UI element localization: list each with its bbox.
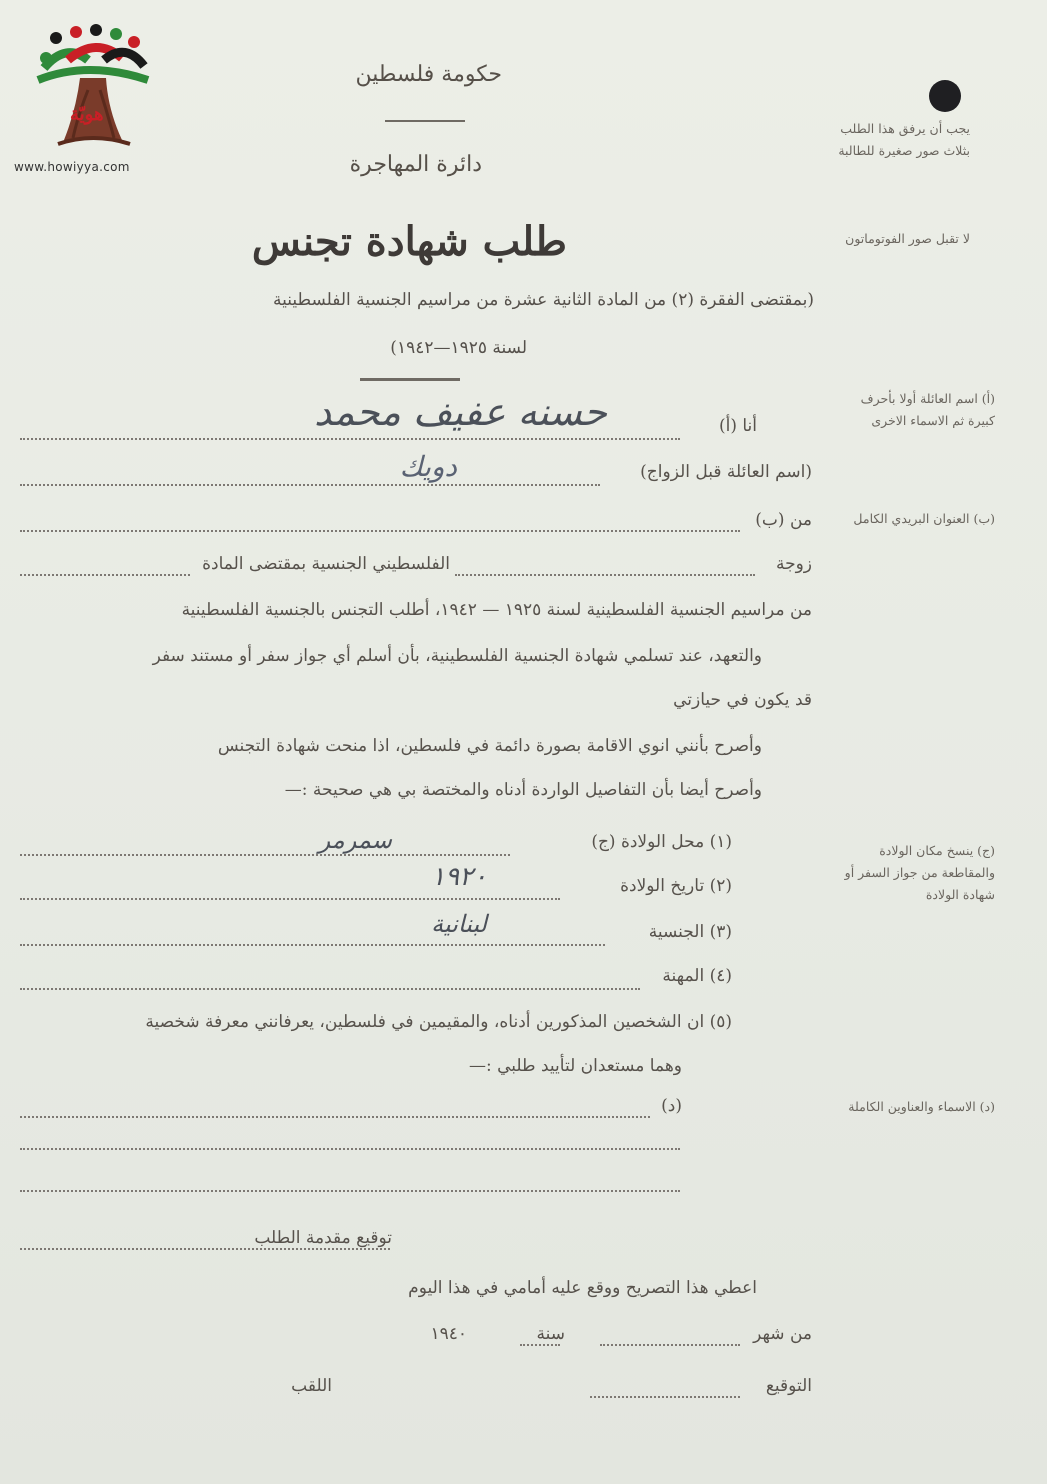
paragraph-4: وأصرح بأنني انوي الاقامة بصورة دائمة في فلسطين، اذا منحت شهادة التجنس <box>217 736 762 756</box>
handwritten-nationality: لبنانية <box>431 910 487 938</box>
year-value: ١٩٤٠ <box>430 1324 467 1344</box>
dotted-line-birthplace <box>20 854 510 856</box>
government-name: حكومة فلسطين <box>355 62 502 87</box>
label-from: من (ب) <box>755 510 812 530</box>
dotted-line-year <box>520 1344 560 1346</box>
department-name: دائرة المهاجرة <box>349 152 482 177</box>
dotted-line-nationality <box>20 944 605 946</box>
label-title: اللقب <box>291 1376 332 1396</box>
paragraph-3: قد يكون في حيازتي <box>673 690 812 710</box>
handwritten-family: دويك <box>399 450 457 483</box>
dotted-line-wife <box>455 574 755 576</box>
label-declaration: اعطي هذا التصريح ووقع عليه أمامي في هذا اليوم <box>408 1278 757 1298</box>
logo-url[interactable]: www.howiyya.com <box>14 160 130 174</box>
item-d: (د) <box>661 1096 682 1116</box>
label-signature: التوقيع <box>765 1376 812 1396</box>
dotted-line-applicant-signature <box>20 1248 390 1250</box>
item-witnesses: (٥) ان الشخصين المذكورين أدناه، والمقيمين في فلسطين، يعرفانني معرفة شخصية <box>145 1012 732 1032</box>
side-note-c: (ج) ينسخ مكان الولادة والمقاطعة من جواز السفر أو شهادة الولادة <box>844 843 995 902</box>
label-wife: زوجة <box>775 554 812 574</box>
side-note-b: (ب) العنوان البريدي الكامل <box>853 511 995 526</box>
punch-hole <box>929 80 961 112</box>
label-name: أنا (أ) <box>718 416 757 436</box>
howiyya-logo <box>18 20 168 180</box>
dotted-line-family <box>20 484 600 486</box>
dotted-line-name <box>20 438 680 440</box>
dotted-line-from <box>20 530 740 532</box>
dotted-line-birthdate <box>20 898 560 900</box>
item-birthplace: (١) محل الولادة (ج) <box>591 832 732 852</box>
paragraph-5: وأصرح أيضا بأن التفاصيل الواردة أدناه والمختصة بي هي صحيحة :— <box>284 780 762 800</box>
label-applicant-signature: توقيع مقدمة الطلب <box>254 1228 392 1248</box>
item-nationality: (٣) الجنسية <box>648 922 732 942</box>
subtitle-year: لسنة ١٩٢٥—١٩٤٢) <box>390 338 527 358</box>
side-note-photos: يجب أن يرفق هذا الطلب بثلاث صور صغيرة للطالبة <box>838 121 970 158</box>
page-title: طلب شهادة تجنس <box>251 218 567 265</box>
paragraph-2: والتعهد، عند تسلمي شهادة الجنسية الفلسطينية، بأن أسلم أي جواز سفر أو مستند سفر <box>152 646 762 666</box>
dotted-line-signature <box>590 1396 740 1398</box>
label-family-name: (اسم العائلة قبل الزواج) <box>640 462 812 482</box>
tree-people-icon <box>18 20 168 160</box>
logo-mark-text: هويّة <box>70 104 104 125</box>
item-birthdate: (٢) تاريخ الولادة <box>620 876 732 896</box>
label-month: من شهر <box>753 1324 812 1344</box>
side-note-a: (أ) اسم العائلة أولا بأحرف كبيرة ثم الاسماء الاخرى <box>860 391 995 428</box>
subtitle: (بمقتضى الفقرة (٢) من المادة الثانية عشرة من مراسيم الجنسية الفلسطينية <box>273 290 814 310</box>
handwritten-name: حسنه عفيف محمد <box>314 390 607 434</box>
label-year: سنة <box>536 1324 565 1344</box>
label-wife-rest: الفلسطيني الجنسية بمقتضى المادة <box>202 554 450 574</box>
dotted-line-month <box>600 1344 740 1346</box>
subtitle-rule <box>360 378 460 381</box>
dotted-line-article <box>20 574 190 576</box>
item-witnesses-cont: وهما مستعدان لتأييد طلبي :— <box>469 1056 682 1076</box>
side-note-d: (د) الاسماء والعناوين الكاملة <box>848 1099 995 1114</box>
dotted-line-profession <box>20 988 640 990</box>
handwritten-birthplace: سمرمر <box>318 826 392 854</box>
dotted-line-witness-2 <box>20 1148 680 1150</box>
paragraph-1: من مراسيم الجنسية الفلسطينية لسنة ١٩٢٥ — ١٩٤٢، أطلب التجنس بالجنسية الفلسطينية <box>181 600 812 620</box>
dotted-line-witness-1 <box>20 1116 650 1118</box>
handwritten-birthdate: ١٩٢٠ <box>431 862 487 892</box>
dotted-line-witness-3 <box>20 1190 680 1192</box>
header-rule <box>385 120 465 122</box>
side-note-no-automat: لا تقبل صور الفوتوماتون <box>845 231 970 246</box>
item-profession: (٤) المهنة <box>662 966 732 986</box>
